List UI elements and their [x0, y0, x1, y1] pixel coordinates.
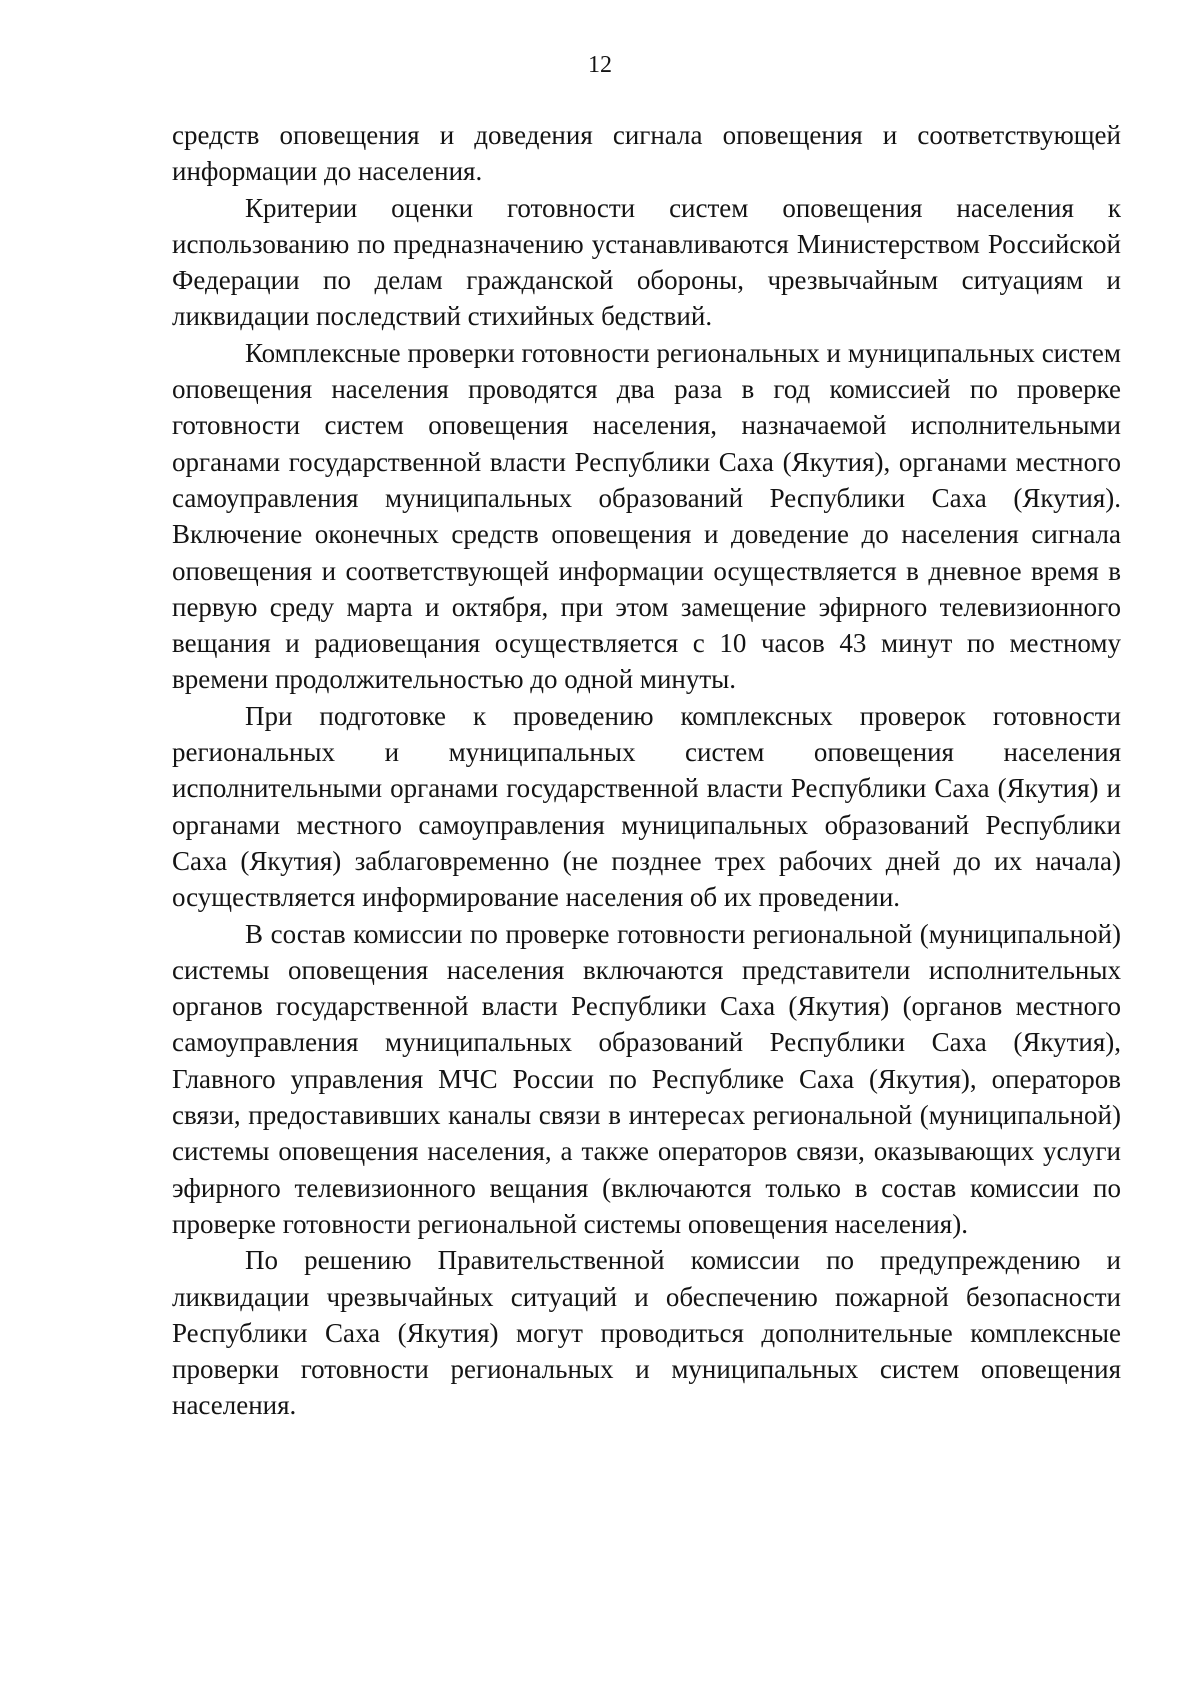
paragraph-preparation: При подготовке к проведению комплексных проверок готовности региональных и муниципальных систем оповещения населения исполнительными органами государственной власти Республики Саха (Якутия) и органами местного самоуправления муниципальных образований Республики Саха (Якутия) заблаговременно (не позднее трех рабочих дней до их начала) осуществляется информирование населения об их проведении. — [172, 700, 1121, 913]
paragraph-commission-composition: В состав комиссии по проверке готовности региональной (муниципальной) системы оповещения населения включаются представители исполнительных органов государственной власти Республики Саха (Якутия) (органов местного самоуправления муниципальных образований Республики Саха (Якутия), Главного управления МЧС России по Республике Саха (Якутия), операторов связи, предоставивших каналы связи в интересах региональной (муниципальной) системы оповещения населения, а также операторов связи, оказывающих услуги эфирного телевизионного вещания (включаются только в состав комиссии по проверке готовности региональной системы оповещения населения). — [172, 918, 1121, 1239]
document-body — [172, 117, 1121, 1424]
paragraph-additional-checks: По решению Правительственной комиссии по предупреждению и ликвидации чрезвычайных ситуаций и обеспечению пожарной безопасности Республики Саха (Якутия) могут проводиться дополнительные комплексные проверки готовности региональных и муниципальных систем оповещения населения. — [172, 1245, 1121, 1421]
paragraph-continuation: средств оповещения и доведения сигнала оповещения и соответствующей информации до населения. — [172, 120, 1121, 187]
paragraph-complex-checks: Комплексные проверки готовности региональных и муниципальных систем оповещения населения проводятся два раза в год комиссией по проверке готовности систем оповещения населения, назначаемой исполнительными органами государственной власти Республики Саха (Якутия), органами местного самоуправления муниципальных образований Республики Саха (Якутия). Включение оконечных средств оповещения и доведение до населения сигнала оповещения и соответствующей информации осуществляется в дневное время в первую среду марта и октября, при этом замещение эфирного телевизионного вещания и радиовещания осуществляется с 10 часов 43 минут по местному времени продолжительностью до одной минуты. — [172, 337, 1121, 695]
paragraph-criteria: Критерии оценки готовности систем оповещения населения к использованию по предназначению устанавливаются Министерством Российской Федерации по делам гражданской обороны, чрезвычайным ситуациям и ликвидации последствий стихийных бедствий. — [172, 192, 1121, 332]
page-number: 12 — [588, 52, 612, 78]
